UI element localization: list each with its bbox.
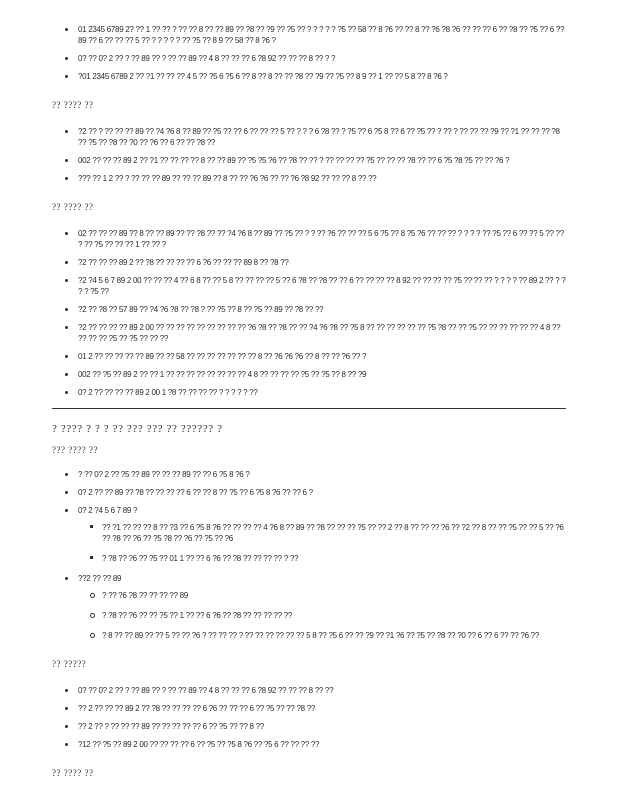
list-item: 002 ?? ?5 ?? 89 2 ?? ?? 1 ?? ?? ?? ?? ?? ?? ?? ?? 4 8 ?? ?? ?? ?? ?5 ?? ?5 ?? 8 ?? ?9: [52, 369, 566, 380]
list-item: 0? ?? 0? 2 ?? ? ?? 89 ?? ? ?? ?? 89 ?? 4 8 ?? ?? ?? 6 ?8 92 ?? ?? ?? 8 ?? ? ?: [52, 53, 566, 64]
list-item: ?01 2345 6789 2 ?? ?1 ?? ?? ?? 4 5 ?? ?5 6 ?5 6 ?? 8 ?? 8 ?? ?? ?8 ?? ?9 ?? ?5 ?? 8 9 ?? 1 ?? ?? 5 8 ?? 8 ?6 ?: [52, 71, 566, 82]
list-item: 02 ?? ?? ?? 89 ?? 8 ?? ?? 89 ?? ?? ?8 ?? ?? ?4 ?6 8 ?? 89 ?? ?5 ?? ? ? ?? ?6 ?? ?? ?? 5 6 ?5 ?? 8 ?5 ?6 ?? ?? ?? ? ? ? ? ?? ?5 ?? 6 ?? ?? 5 ?? ?? ? ?? ?5 ?? ?? ?? 1 ?? ?? ?: [52, 228, 566, 250]
sub-list-item: ?? ?1 ?? ?? ?? 8 ?? ?3 ?? 6 ?5 8 ?6 ?? ?? ?? ?? 4 ?6 8 ?? 89 ?? ?8 ?? ?? ?? ?5 ?? ?? 2 ?? 8 ?? ?? ?? ?6 ?? ?2 ?? 8 ?? ?? ?5 ?? ?? 5 ?? ?6 ?? ?8 ?? ?6 ?? ?5 ?8 ?? ?6 ?? ?5 ?? ?6: [78, 522, 566, 544]
list-item: 01 2 ?? ?? ?? ?? ?? 89 ?? ?? 58 ?? ?? ?? ?? ?? ?? ?? 8 ?? ?6 ?6 ?6 ?? 8 ?? ?? ?6 ?? ?: [52, 351, 566, 362]
bullet-list-1: [52, 24, 566, 82]
bullet-list-3: [52, 228, 566, 398]
section-heading: ?? ???? ??: [52, 768, 94, 778]
sub-list-item: ? ?8 ?? ?6 ?? ?5 ?? 01 1 ?? ?? 6 ?6 ?? ?8 ?? ?? ?? ?? ? ??: [78, 553, 566, 564]
list-item: ?? 2 ?? ?? ?? 89 2 ?? ?8 ?? ?? ?? ?? 6 ?6 ?? ?? ?? 6 ?? ?5 ?? ?? ?8 ??: [52, 703, 566, 714]
document-page: [52, 24, 566, 794]
list-item: [52, 505, 566, 564]
list-item: ?12 ?? ?5 ?? 89 2 00 ?? ?? ?? ?? 6 ?? ?5 ?? ?5 8 ?6 ?? ?5 6 ?? ?? ?? ??: [52, 739, 566, 750]
sub-list: [78, 522, 566, 564]
section-heading: ?? ???? ??: [52, 100, 94, 110]
list-item: ?2 ?? ? ?? ?? ?? 89 ?? ?4 ?6 8 ?? 89 ?? ?5 ?? ?? 6 ?? ?? ?? 5 ?? ? ? ? 6 ?8 ?? ? ?5 ?? 6 ?5 8 ?? 6 ?? ?5 ?? ? ?? ? ?? ?? ?? ?9 ?? ?1 ?? ?? ?? ?8 ?? ?5 ?? ?8 ?? ?0 ?? ?6 ?? 6 ?? ?? ?8 ??: [52, 126, 566, 148]
list-item: 0? ?? 0? 2 ?? ? ?? 89 ?? ? ?? ?? 89 ?? 4 8 ?? ?? ?? 6 ?8 92 ?? ?? ?? 8 ?? ??: [52, 685, 566, 696]
list-item-text: ??2 ?? ?? 89: [78, 574, 122, 583]
list-item: ??? ?? 1 2 ?? ? ?? ?? ?? 89 ?? ?? ?? 89 ?? 8 ?? ?? ?6 ?6 ?? ?? ?6 ?8 92 ?? ?? ?? 8 ?? ??: [52, 173, 566, 184]
sub-list-item: ? ?? ?6 ?8 ?? ?? ?? ?? 89: [78, 590, 566, 601]
bullet-list-4: [52, 469, 566, 641]
list-item-text: 0? 2 ?4 5 6 7 89 ?: [78, 506, 138, 515]
list-item: 0? 2 ?? ?? ?? ?? 89 2 00 1 ?8 ?? ?? ?? ?? ? ? ? ? ? ??: [52, 387, 566, 398]
list-item: ?2 ?4 5 6 7 89 2 00 ?? ?? ?? 4 ?? 6 8 ?? ?? 5 8 ?? ?? ?? ?? 5 ?? 6 ?8 ?? ?8 ?? ?? 6 ?? ?? ?? ?? 8 92 ?? ?? ?? ?? ?5 ?? ?? ?? ? ? ? ? ?? 89 2 ?? ? ? ? ? ?5 ??: [52, 275, 566, 297]
section-heading: ?? ?????: [52, 659, 87, 669]
list-item: ?2 ?? ?? ?? 89 2 ?? ?8 ?? ?? ?? ?? 6 ?6 ?? ?? ?? 89 8 ?? ?8 ??: [52, 257, 566, 268]
section-heading: ?? ???? ??: [52, 202, 94, 212]
list-item: [52, 573, 566, 641]
list-item: ?? 2 ?? ? ?? ?? ?? 89 ?? ?? ?? ?? ?? 6 ?? ?5 ?? ?? 8 ??: [52, 721, 566, 732]
section-heading: ??? ???? ??: [52, 445, 98, 455]
bullet-list-2: [52, 126, 566, 184]
sub-list-item: ? ?8 ?? ?6 ?? ?? ?5 ?? 1 ?? ?? 6 ?6 ?? ?8 ?? ?? ?? ?? ??: [78, 610, 566, 621]
list-item: 002 ?? ?? ?? 89 2 ?? ?1 ?? ?? ?? ?? 8 ?? ?? 89 ?? ?5 ?5 ?6 ?? ?8 ?? ?? ? ?? ?? ?? ?? ?5 ?? ?? ?? ?8 ?? ?? 6 ?5 ?8 ?5 ?? ?? ?6 ?: [52, 155, 566, 166]
list-item: 01 2345 6789 2? ?? 1 ?? ?? ? ?? ?? 8 ?? ?? 89 ?? ?8 ?? ?9 ?? ?5 ?? ? ? ? ? ? ?5 ?? 58 ?? 8 ?6 ?? ?? 8 ?? ?6 ?8 ?6 ?? ?? ?? 6 ?? ?8 ?? ?5 ?? 6 ?? 89 ?? 6 ?? ?? ?? 5 ?? ? ? ? ? ? ?? ?5 ?? 8 9 ?? 58 ?? 8 ?6 ?: [52, 24, 566, 46]
horizontal-divider: [52, 408, 566, 409]
bullet-list-5: [52, 685, 566, 750]
list-item: ?2 ?? ?8 ?? 57 89 ?? ?4 ?6 ?8 ?? ?8 ? ?? ?5 ?? 8 ?? ?5 ?? 89 ?? ?8 ?? ??: [52, 304, 566, 315]
list-item: ? ?? 0? 2 ?? ?5 ?? 89 ?? ?? ?? 89 ?? ?? 6 ?5 8 ?6 ?: [52, 469, 566, 480]
sub-list-item: ? 8 ?? ?? 89 ?? ?? 5 ?? ?? ?6 ? ?? ?? ?? ? ?? ?? ?? ?? ?? ?? 5 8 ?? ?5 6 ?? ?? ?9 ?? ?1 ?6 ?? ?5 ?? ?8 ?? ?0 ?? 6 ?? 6 ?? ?? ?6 ??: [78, 630, 566, 641]
list-item: 0? 2 ?? ?? 89 ?? ?8 ?? ?? ?? ?? 6 ?? ?? 8 ?? ?5 ?? 6 ?5 8 ?6 ?? ?? 6 ?: [52, 487, 566, 498]
list-item: ?2 ?? ?? ?? ?? 89 2 00 ?? ?? ?? ?? ?? ?? ?? ?? ?? ?6 ?8 ?? ?8 ?? ?? ?4 ?6 ?8 ?? ?5 8 ?? ?? ?? ?? ?? ?? ?5 ?8 ?? ?? ?5 ?? ?? ?? ?? ?? ?? 4 8 ?? ?? ?? ?? ?5 ?? ?5 ?? ?? ??: [52, 322, 566, 344]
chapter-heading: ? ???? ? ? ? ?? ??? ??? ?? ?????? ?: [52, 423, 223, 435]
sub-list: [78, 590, 566, 641]
